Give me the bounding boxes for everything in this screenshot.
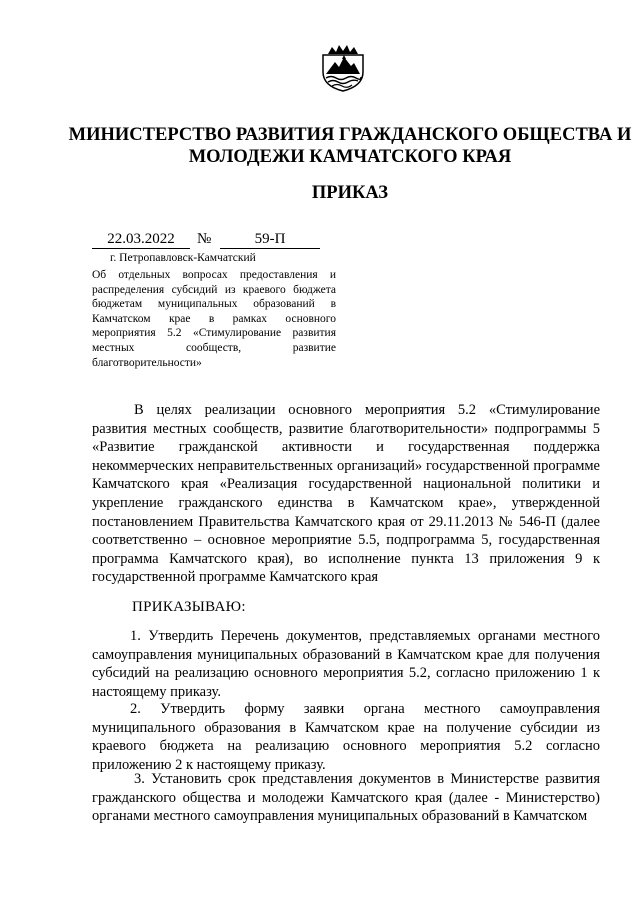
order-item-3: 3. Установить срок представления документов в Министерстве развития гражданского общества и молодежи Камчатского края (далее - Министерство) органами местного самоуправления муниципальных образований в Камчатском [92, 771, 600, 825]
order-item-1: 1. Утвердить Перечень документов, представляемых органами местного самоуправления муниципальных образований в Камчатском крае для получения субсидий на реализацию основного мероприятия 5.2, согласно приложению 1 к настоящему приказу. [92, 628, 600, 700]
order-subject: Об отдельных вопросах предоставления и распределения субсидий из краевого бюджета бюджетам муниципальных образований в Камчатском крае в рамках основного мероприятия 5.2 «Стимулирование развития местных сообществ, развитие благотворительности» [92, 269, 336, 369]
ministry-name: МИНИСТЕРСТВО РАЗВИТИЯ ГРАЖДАНСКОГО ОБЩЕСТВА И МОЛОДЕЖИ КАМЧАТСКОГО КРАЯ [68, 125, 632, 167]
document-type-title: ПРИКАЗ [311, 183, 389, 203]
order-date: 22.03.2022 [92, 230, 190, 249]
order-number: 59-П [220, 230, 320, 249]
preamble-paragraph: В целях реализации основного мероприятия 5.2 «Стимулирование развития местных сообществ, развитие благотворительности» подпрограммы 5 «Развитие гражданской активности и государственная поддержка некоммерческих неправительственных организаций» государственной программе Камчатского края «Реализация государственной национальной политики и укрепление гражданского единства в Камчатском крае», утвержденной постановлением Правительства Камчатского края от 29.11.2013 № 546-П (далее соответственно – основное мероприятие 5.5, подпрограмма 5, государственная программа Камчатского края), во исполнение пункта 13 приложения 9 к государственной программе Камчатского края [92, 402, 600, 586]
coat-of-arms-emblem [318, 42, 368, 92]
issue-city: г. Петропавловск-Камчатский [110, 252, 256, 264]
order-item-2: 2. Утвердить форму заявки органа местного самоуправления муниципального образования в Камчатском крае на получение субсидии из краевого бюджета на реализацию основного мероприятия 5.2 согласно приложению 2 к настоящему приказу. [92, 701, 600, 773]
orders-keyword: ПРИКАЗЫВАЮ: [132, 599, 246, 615]
number-sign: № [197, 231, 212, 247]
